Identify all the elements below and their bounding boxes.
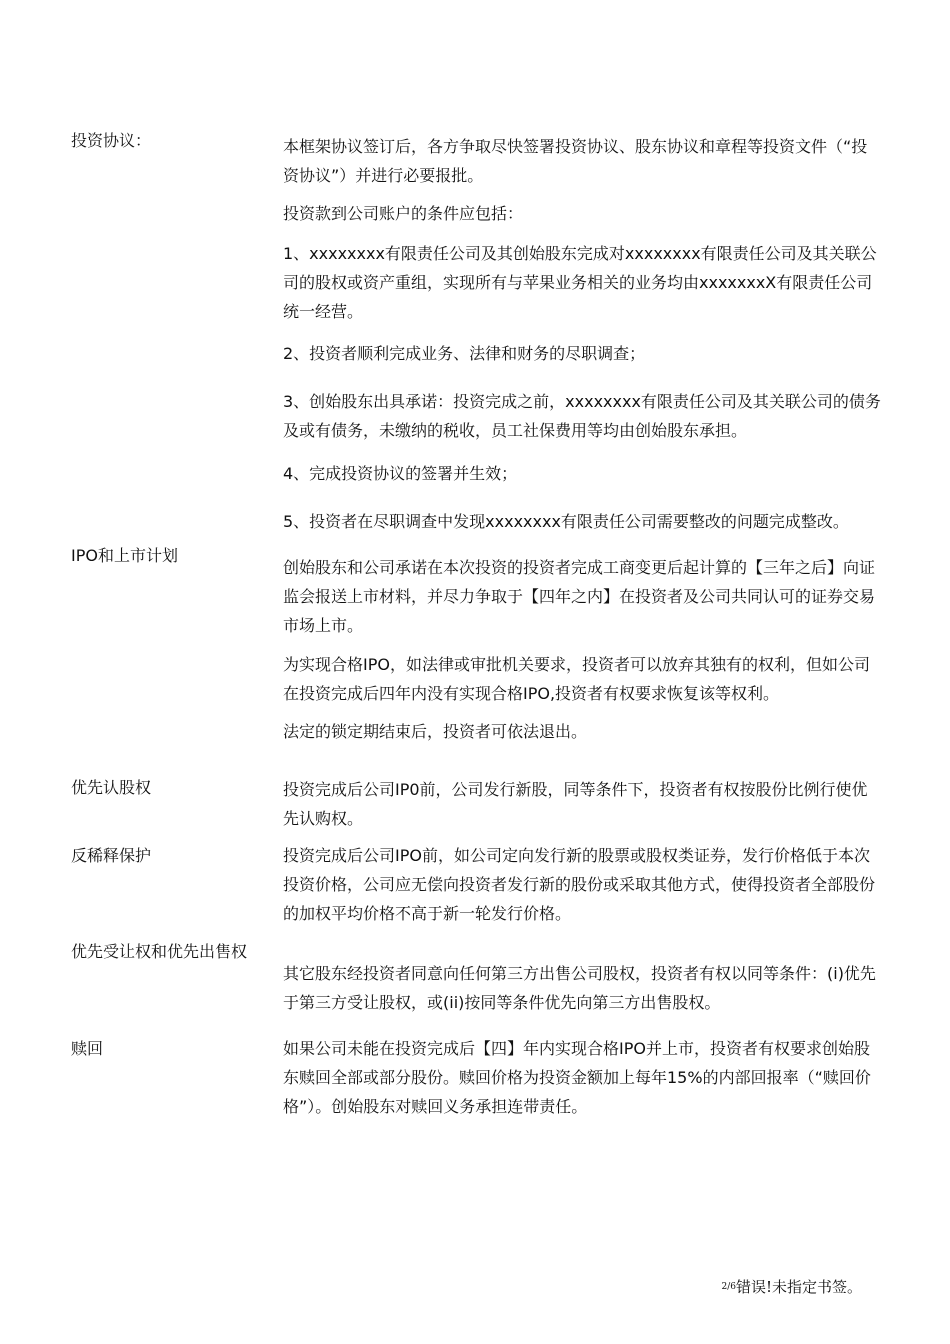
condition-item — [283, 339, 883, 368]
paragraph — [283, 841, 883, 928]
page-number: 2/6 — [721, 1282, 736, 1292]
paragraph-text: 5、投资者在尽职调查中发现xxxxxxxx有限责任公司需要整改的问题完成整改。 — [283, 512, 849, 531]
condition-item — [283, 459, 883, 488]
paragraph-text: 法定的锁定期结束后，投资者可依法退出。 — [283, 722, 588, 741]
paragraph-text: 如果公司未能在投资完成后【四】年内实现合格IPO并上市，投资者有权要求创始股东赎回全部或部分股份。赎回价格为投资金额加上每年15%的内部回报率（“赎回价格”）。创始股东对赎回义务承担连带责任。 — [283, 1039, 871, 1116]
paragraph — [283, 775, 883, 833]
bookmark-error-text: 错误!未指定书签。 — [735, 1278, 862, 1296]
term-ipo-plan: IPO和上市计划 — [71, 546, 178, 565]
term-investment-agreement: 投资协议： — [71, 131, 152, 150]
paragraph-text: 投资完成后公司IP0前，公司发行新股，同等条件下，投资者有权按股份比例行使优先认购权。 — [283, 780, 868, 828]
condition-item — [283, 507, 883, 536]
paragraph-text: 3、创始股东出具承诺：投资完成之前，xxxxxxxx有限责任公司及其关联公司的债务及或有债务，未缴纳的税收，员工社保费用等均由创始股东承担。 — [283, 392, 881, 440]
term-preemptive-right: 优先认股权 — [71, 778, 152, 797]
term-rofr-cosale: 优先受让权和优先出售权 — [71, 942, 248, 961]
paragraph — [283, 1034, 883, 1121]
term-redemption: 赎回 — [71, 1039, 104, 1058]
paragraph — [283, 553, 883, 640]
paragraph-text: 为实现合格IPO，如法律或审批机关要求，投资者可以放弃其独有的权利，但如公司在投资完成后四年内没有实现合格IPO,投资者有权要求恢复该等权利。 — [283, 655, 870, 703]
paragraph — [283, 650, 883, 708]
paragraph-text: 4、完成投资协议的签署并生效； — [283, 464, 518, 483]
paragraph — [283, 132, 883, 190]
paragraph-text: 创始股东和公司承诺在本次投资的投资者完成工商变更后起计算的【三年之后】向证监会报送上市材料，并尽力争取于【四年之内】在投资者及公司共同认可的证券交易市场上市。 — [283, 558, 876, 635]
paragraph-text: 其它股东经投资者同意向任何第三方出售公司股权，投资者有权以同等条件：(i)优先于第三方受让股权，或(ii)按同等条件优先向第三方出售股权。 — [283, 964, 876, 1012]
paragraph — [283, 717, 883, 746]
paragraph-text: 1、xxxxxxxx有限责任公司及其创始股东完成对xxxxxxxx有限责任公司及其关联公司的股权或资产重组，实现所有与苹果业务相关的业务均由xxxxxxxX有限责任公司统一经营。 — [283, 244, 877, 321]
paragraph-text: 2、投资者顺利完成业务、法律和财务的尽职调查； — [283, 344, 646, 363]
paragraph-text: 本框架协议签订后，各方争取尽快签署投资协议、股东协议和章程等投资文件（“投资协议”）并进行必要报批。 — [283, 137, 868, 185]
condition-item — [283, 239, 883, 326]
paragraph — [283, 199, 883, 228]
page-footer — [721, 1276, 862, 1298]
term-anti-dilution: 反稀释保护 — [71, 846, 152, 865]
paragraph — [283, 959, 883, 1017]
condition-item — [283, 387, 883, 445]
paragraph-text: 投资完成后公司IPO前，如公司定向发行新的股票或股权类证券，发行价格低于本次投资价格，公司应无偿向投资者发行新的股份或采取其他方式，使得投资者全部股份的加权平均价格不高于新一轮发行价格。 — [283, 846, 876, 923]
paragraph-text: 投资款到公司账户的条件应包括： — [283, 204, 524, 223]
